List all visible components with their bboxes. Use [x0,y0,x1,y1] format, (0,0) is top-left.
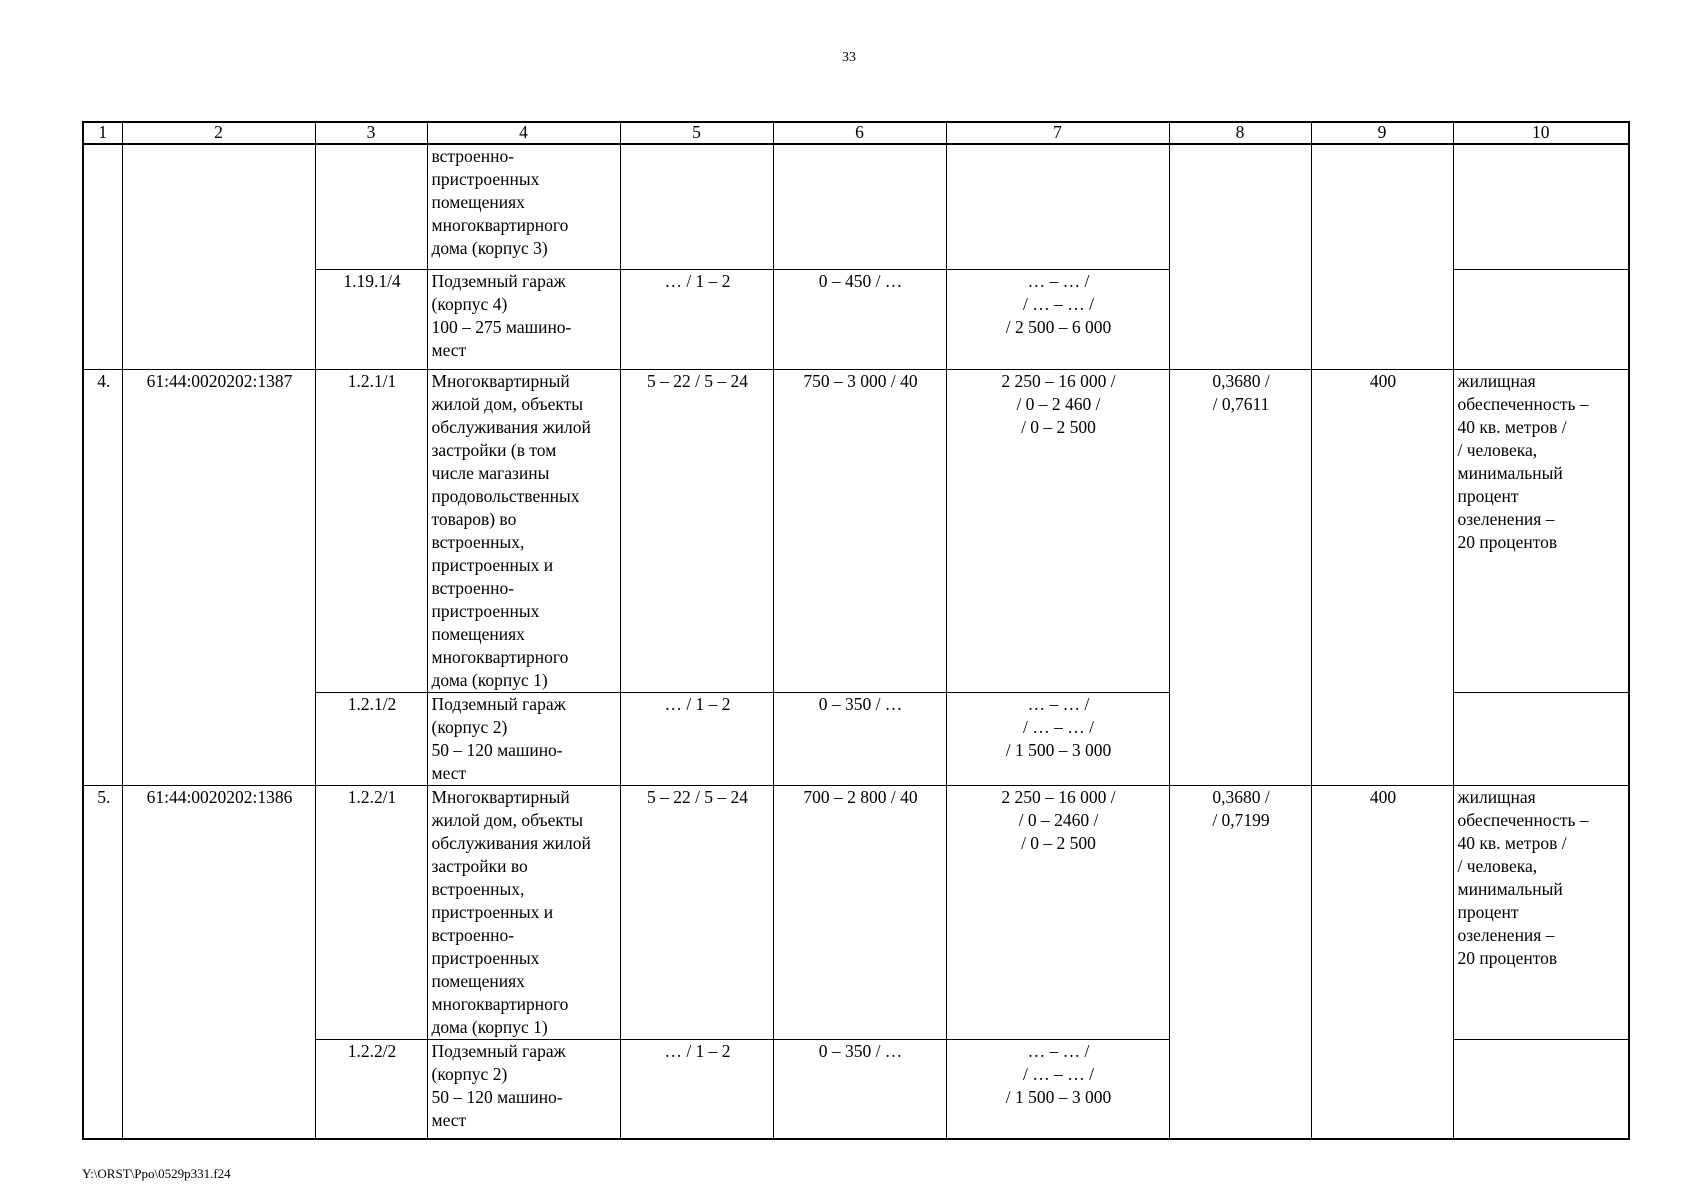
cell-number [83,144,122,369]
text-line: процент [1457,485,1519,506]
cell-code [315,144,427,269]
text-line: … – … / [1027,1040,1090,1061]
text-line: встроенно- [431,924,515,945]
text-line: (корпус 2) [431,716,508,737]
text-line: Подземный гараж [431,270,566,291]
page-number: 33 [842,50,856,65]
text-line: 0,3680 / [1212,370,1270,391]
cell-max-height [1311,144,1453,369]
cell-floors: 5 – 22 / 5 – 24 [620,369,773,692]
text-line: обслуживания жилой [431,832,591,853]
text-line: 2 250 – 16 000 / [1001,786,1116,807]
cell-notes [1453,785,1629,1039]
text-line: / … – … / [1023,716,1094,737]
text-line: / 2 500 – 6 000 [1005,316,1112,337]
cell-total-area [946,1039,1169,1139]
text-line: 50 – 120 машино- [431,1086,563,1107]
text-line: / 0 – 2 500 [1021,832,1096,853]
cell-total-area [946,269,1169,369]
cell-cadastral: 61:44:0020202:1387 [122,369,315,785]
text-line: обслуживания жилой [431,416,591,437]
text-line: пристроенных [431,947,540,968]
text-line: Многоквартирный [431,786,570,807]
cell-notes [1453,269,1629,369]
cell-floors: … / 1 – 2 [620,1039,773,1139]
text-line: встроенных, [431,531,525,552]
text-line: / 1 500 – 3 000 [1005,1086,1112,1107]
column-number: 9 [1311,122,1453,144]
cell-max-height: 400 [1311,369,1453,785]
column-number: 8 [1169,122,1311,144]
text-line: 20 процентов [1457,947,1558,968]
cell-floors: 5 – 22 / 5 – 24 [620,785,773,1039]
column-number: 2 [122,122,315,144]
cell-area: 700 – 2 800 / 40 [773,785,946,1039]
cell-floors: … / 1 – 2 [620,692,773,785]
table-row [83,369,1629,692]
cell-code: 1.2.1/1 [315,369,427,692]
text-line: многоквартирного [431,993,569,1014]
text-line: / 0 – 2460 / [1018,809,1099,830]
cell-area: 0 – 350 / … [773,1039,946,1139]
text-line: многоквартирного [431,646,569,667]
text-line: … – … / [1027,270,1090,291]
text-line: Подземный гараж [431,693,566,714]
text-line: … – … / [1027,693,1090,714]
text-line: 100 – 275 машино- [431,316,572,337]
text-line: товаров) во [431,508,517,529]
cell-description [427,692,620,785]
column-number: 7 [946,122,1169,144]
text-line: / 0,7611 [1212,393,1270,414]
column-number: 4 [427,122,620,144]
text-line: 0,3680 / [1212,786,1270,807]
column-number: 5 [620,122,773,144]
table-row [83,785,1629,1039]
text-line: дома (корпус 3) [431,238,548,258]
text-line: многоквартирного [431,215,569,235]
cell-area: 0 – 350 / … [773,692,946,785]
text-line: мест [431,339,467,360]
column-number: 3 [315,122,427,144]
text-line: застройки (в том [431,439,557,460]
text-line: дома (корпус 1) [431,669,548,690]
text-line: обеспеченность – [1457,809,1589,830]
cell-code: 1.2.2/2 [315,1039,427,1139]
cell-notes [1453,1039,1629,1139]
text-line: продовольственных [431,485,580,506]
cell-floors: … / 1 – 2 [620,269,773,369]
cell-description [427,369,620,692]
text-line: 50 – 120 машино- [431,739,563,760]
cell-notes [1453,692,1629,785]
text-line: 2 250 – 16 000 / [1001,370,1116,391]
text-line: пристроенных [431,169,540,189]
text-line: Подземный гараж [431,1040,566,1061]
cell-number: 5. [83,785,122,1139]
text-line: / … – … / [1023,293,1094,314]
table-row [83,144,1629,269]
text-line: / 0 – 2 460 / [1016,393,1101,414]
text-line: встроенно- [431,146,515,166]
cell-notes [1453,369,1629,692]
cell-density [1169,369,1311,785]
cell-description [427,269,620,369]
cell-density [1169,144,1311,369]
column-number: 1 [83,122,122,144]
text-line: встроенных, [431,878,525,899]
text-line: жилой дом, объекты [431,809,584,830]
cell-total-area [946,144,1169,269]
text-line: дома (корпус 1) [431,1016,548,1037]
cell-code: 1.2.2/1 [315,785,427,1039]
text-line: обеспеченность – [1457,393,1589,414]
column-number: 10 [1453,122,1629,144]
cell-cadastral [122,144,315,369]
zoning-table [82,121,1630,1140]
file-path-footer: Y:\ORST\Ppo\0529p331.f24 [82,1166,231,1181]
text-line: / 0 – 2 500 [1021,416,1096,437]
cell-area: 750 – 3 000 / 40 [773,369,946,692]
cell-code: 1.2.1/2 [315,692,427,785]
column-number-row [83,122,1629,144]
column-number: 6 [773,122,946,144]
text-line: / … – … / [1023,1063,1094,1084]
text-line: озеленения – [1457,924,1555,945]
text-line: процент [1457,901,1519,922]
text-line: застройки во [431,855,528,876]
text-line: помещениях [431,970,525,991]
text-line: мест [431,762,467,783]
cell-code: 1.19.1/4 [315,269,427,369]
text-line: пристроенных и [431,901,554,922]
cell-density [1169,785,1311,1139]
text-line: (корпус 4) [431,293,508,314]
cell-total-area [946,692,1169,785]
text-line: 40 кв. метров / [1457,416,1567,437]
text-line: озеленения – [1457,508,1555,529]
cell-area [773,144,946,269]
text-line: 40 кв. метров / [1457,832,1567,853]
text-line: числе магазины [431,462,550,483]
text-line: жилищная [1457,370,1536,391]
text-line: помещениях [431,192,525,212]
text-line: / 1 500 – 3 000 [1005,739,1112,760]
text-line: Многоквартирный [431,370,570,391]
text-line: / человека, [1457,439,1538,460]
text-line: жилищная [1457,786,1536,807]
cell-total-area [946,785,1169,1039]
cell-floors [620,144,773,269]
cell-area: 0 – 450 / … [773,269,946,369]
text-line: помещениях [431,623,525,644]
text-line: / 0,7199 [1212,809,1270,830]
text-line: пристроенных [431,600,540,621]
text-line: мест [431,1109,467,1130]
text-line: пристроенных и [431,554,554,575]
cell-description [427,1039,620,1139]
cell-cadastral: 61:44:0020202:1386 [122,785,315,1139]
text-line: минимальный [1457,462,1563,483]
cell-max-height: 400 [1311,785,1453,1139]
text-line: минимальный [1457,878,1563,899]
text-line: встроенно- [431,577,515,598]
text-line: / человека, [1457,855,1538,876]
cell-number: 4. [83,369,122,785]
cell-total-area [946,369,1169,692]
text-line: 20 процентов [1457,531,1558,552]
cell-notes [1453,144,1629,269]
cell-description [427,144,620,269]
text-line: (корпус 2) [431,1063,508,1084]
text-line: жилой дом, объекты [431,393,584,414]
cell-description [427,785,620,1039]
